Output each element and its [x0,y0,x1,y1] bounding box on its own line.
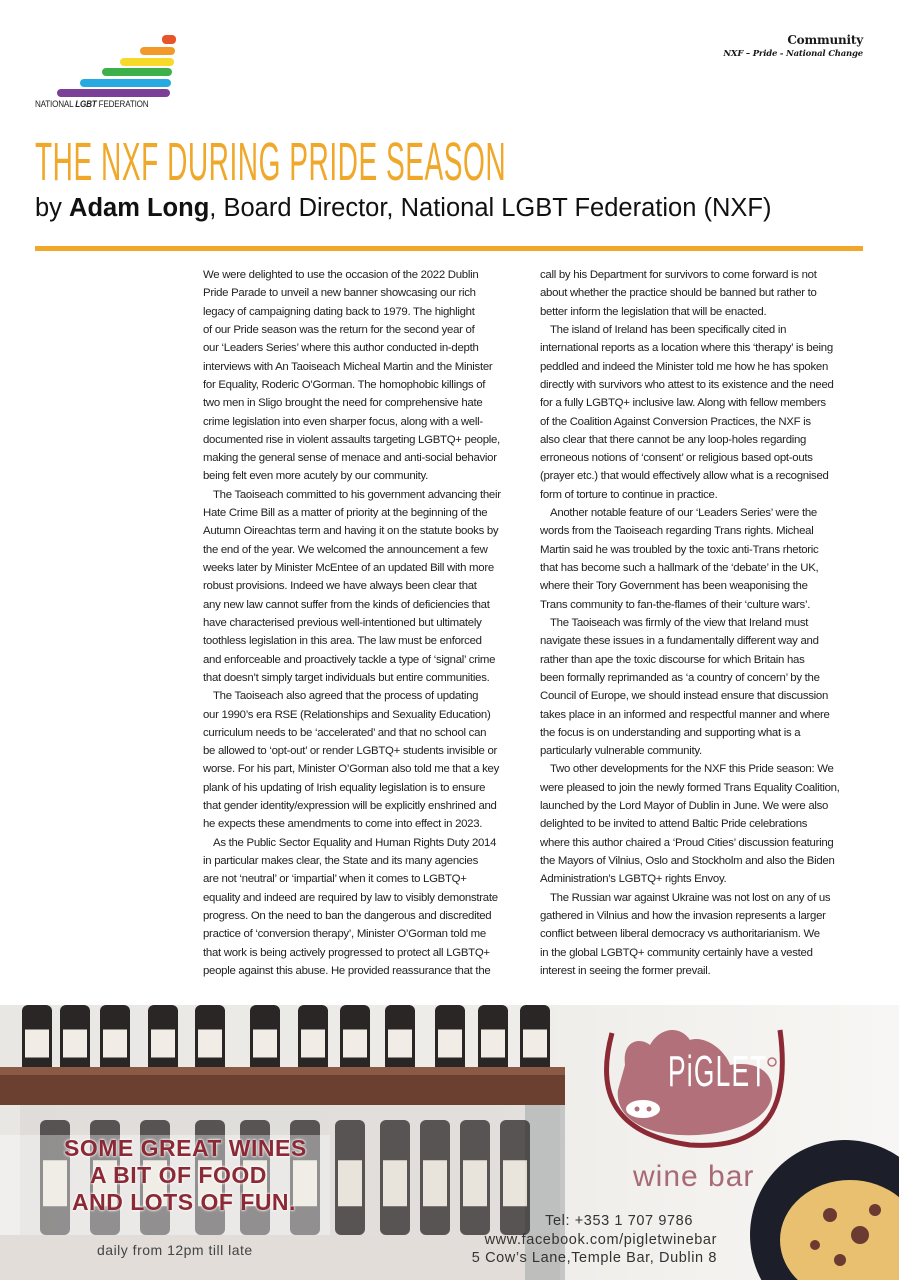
phone-number: Tel: +353 1 707 9786 [545,1213,693,1229]
paragraph-line: he expects these amendments to come into effect in 2023. [203,818,483,831]
opening-hours: daily from 12pm till late [97,1242,253,1258]
paragraph-line: of our Pride season was the return for the second year of [203,323,475,336]
piglet-advertisement [0,1005,899,1280]
bottle-label [343,1030,367,1058]
paragraph-line: Administration’s LGBTQ+ rights Envoy. [540,873,727,886]
paragraph-line: documented rise in violent assaults targeting LGBTQ+ people, [203,433,500,446]
bottle-label [463,1160,487,1206]
logo-bar-orange [140,47,175,55]
piglet-brand: PiGLET [668,1047,768,1096]
nxf-logo [0,0,180,112]
pig-tail [768,1058,776,1066]
article-column-right [540,266,870,980]
paragraph-line: where this author chaired a ‘Proud Cities’ discussion featuring [540,836,834,849]
logo-bar-red [162,35,176,44]
paragraph-line: also clear that there cannot be any loop-holes regarding [540,433,807,446]
paragraph-line: progress. On the need to ban the dangerous and discredited [203,909,492,922]
paragraph-line: peddled and indeed the Minister told me how he has spoken [540,360,828,373]
logo-wordmark: NATIONAL LGBT FEDERATION [35,99,149,109]
paragraph-line: Two other developments for the NXF this Pride season: We [550,763,834,776]
paragraph-line: that gender identity/expression will be explicitly enshrined and [203,800,497,813]
logo-bar-blue [80,79,171,87]
paragraph-line: The Taoiseach committed to his government advancing their [213,488,501,501]
paragraph-line: The island of Ireland has been specifically cited in [550,323,787,336]
address: 5 Cow’s Lane,Temple Bar, Dublin 8 [471,1250,717,1266]
paragraph-line: people against this abuse. He provided reassurance that the [203,964,491,977]
paragraph-line: Another notable feature of our ‘Leaders Series’ were the [550,507,817,520]
section-label: Community [787,33,863,47]
paragraph-line: that work is being actively progressed to protect all LGBTQ+ [203,946,490,959]
paragraph-line: been formally reprimanded as ‘a country of concern’ by the [540,671,820,684]
paragraph-line: any new law cannot suffer from the kinds of deficiencies that [203,598,490,611]
bottle-label [338,1160,362,1206]
paragraph-line: rather than ape the toxic discourse for which Britain has [540,653,805,666]
paragraph-line: curriculum needs to be ‘accelerated’ and that no school can [203,726,487,739]
paragraph-line: that doesn’t simply target individuals but entire communities. [203,671,490,684]
paragraph-line: equality and indeed are required by law to visibly demonstrate [203,891,498,904]
bottle-label [253,1030,277,1058]
paragraph-line: our ‘Leaders Series’ where this author conducted in-depth [203,342,479,355]
slogan-line-3: AND LOTS OF FUN. [72,1189,296,1215]
slogan-line-2: A BIT OF FOOD [90,1162,267,1188]
paragraph-line: the end of the year. We welcomed the announcement a few [203,543,488,556]
paragraph-line: particularly vulnerable community. [540,745,702,758]
paragraph-line: making the general sense of menace and anti-social behavior [203,452,497,465]
bottle-label [63,1030,87,1058]
paragraph-line: directly with survivors who attest to its existence and the need [540,378,834,391]
paragraph-line: plank of his updating of Irish equality legislation is to ensure [203,781,486,794]
bottle-label [151,1030,175,1058]
paragraph-line: international reports as a location where this ‘therapy’ is being [540,342,833,355]
paragraph-line: interviews with An Taoiseach Micheal Martin and the Minister [203,360,493,373]
bottle-label [503,1160,527,1206]
paragraph-line: delighted to be invited to attend Baltic Pride celebrations [540,818,808,831]
paragraph-line: crime legislation into even sharper focus, along with a well- [203,415,483,428]
bottle-label [198,1030,222,1058]
paragraph-line: worse. For his part, Minister O’Gorman also told me that a key [203,763,499,776]
paragraph-line: and enforceable and proactively tackle a type of ‘signal’ crime [203,653,496,666]
section-header [723,33,863,59]
wine-bar-label: wine bar [633,1160,755,1193]
byline-suffix: , Board Director, National LGBT Federation (NXF) [209,194,772,222]
bottle-label [25,1030,49,1058]
paragraph-line: erroneous notions of ‘consent’ or religious based opt-outs [540,452,813,465]
paragraph-line: practice of ‘conversion therapy’, Minister O’Gorman told me [203,928,486,941]
paragraph-line: were pleased to join the newly formed Trans Equality Coalition, [540,781,840,794]
article-column-left [203,266,533,980]
logo-bar-purple [57,89,170,97]
top-bottles [22,1005,550,1075]
paragraph-line: gathered in Vilnius and how the invasion represents a larger [540,909,826,922]
paragraph-line: As the Public Sector Equality and Human Rights Duty 2014 [213,836,497,849]
paragraph-line: where their Tory Government has been weaponising the [540,580,808,593]
paragraph-line: conflict between liberal democracy vs authoritarianism. We [540,928,820,941]
paragraph-line: be allowed to ‘opt-out’ or render LGBTQ+ students invisible or [203,745,498,758]
logo-bar-yellow [120,58,174,66]
paragraph-line: We were delighted to use the occasion of the 2022 Dublin [203,269,479,281]
paragraph-line: in particular makes clear, the State and its many agencies [203,855,479,867]
paragraph-line: for Equality, Roderic O’Gorman. The homophobic killings of [203,378,486,391]
paragraph-line: Martin said he was troubled by the toxic anti-Trans rhetoric [540,543,819,556]
bottle-label [383,1160,407,1206]
paragraph-line: have characterised previous well-intentioned but ultimately [203,616,482,629]
bottle-label [438,1030,462,1058]
paragraph-line: Pride Parade to unveil a new banner showcasing our rich [203,287,476,300]
bottle-label [103,1030,127,1058]
paragraph-line: words from the Taoiseach regarding Trans rights. Micheal [540,525,814,538]
paragraph-line: about whether the practice should be banned but rather to [540,287,817,300]
paragraph-line: the Mayors of Vilnius, Oslo and Stockholm and also the Biden [540,855,835,867]
slogan-line-1: SOME GREAT WINES [64,1135,307,1161]
bottle-label [523,1030,547,1058]
byline [35,194,771,223]
paragraph-line: call by his Department for survivors to come forward is not [540,269,817,281]
paragraph-line: launched by the Lord Mayor of Dublin in June. We were also [540,800,829,813]
paragraph-line: toothless legislation in this area. The law must be enforced [203,635,482,648]
bottle-label [301,1030,325,1058]
paragraph-line: being felt even more acutely by our community. [203,470,428,483]
bottle-label [388,1030,412,1058]
bottle-label [481,1030,505,1058]
paragraph-line: interest in seeing the former prevail. [540,964,711,977]
paragraph-line: better inform the legislation that will be enacted. [540,305,767,318]
title-divider [35,246,863,251]
paragraph-line: our 1990’s era RSE (Relationships and Sexuality Education) [203,708,491,721]
pig-snout [626,1100,660,1118]
section-subtitle: NXF – Pride - National Change [723,49,863,59]
paragraph-line: Council of Europe, we should instead ensure that discussion [540,690,829,703]
facebook-link[interactable]: www.facebook.com/pigletwinebar [484,1232,717,1248]
paragraph-line: the focus is on understanding and supporting what is a [540,726,801,739]
paragraph-line: form of torture to continue in practice. [540,488,718,501]
paragraph-line: takes place in an informed and respectful manner and where [540,708,830,721]
paragraph-line: of the Coalition Against Conversion Practices, the NXF is [540,415,811,428]
paragraph-line: that has become such a hallmark of the ‘debate’ in the UK, [540,562,819,574]
byline-prefix: by [35,194,70,222]
paragraph-line: in the global LGBTQ+ community certainly have a vested [540,946,813,959]
logo-bar-green [102,68,172,76]
paragraph-line: for a fully LGBTQ+ inclusive law. Along with fellow members [540,397,826,410]
paragraph-line: The Taoiseach was firmly of the view that Ireland must [550,616,809,629]
paragraph-line: robust provisions. Indeed we have always been clear that [203,580,477,593]
paragraph-line: Autumn Oireachtas term and having it on the statute books by [203,525,499,538]
paragraph-line: Trans community to fan-the-flames of their ‘culture wars’. [540,598,811,611]
paragraph-line: legacy of campaigning dating back to 1979. The highlight [203,305,475,318]
paragraph-line: The Taoiseach also agreed that the process of updating [213,690,479,703]
paragraph-line: Hate Crime Bill as a matter of priority at the beginning of the [203,507,488,520]
paragraph-line: weeks later by Minister McEntee of an updated Bill with more [203,562,494,574]
bottle-label [423,1160,447,1206]
paragraph-line: two men in Sligo brought the need for comprehensive hate [203,397,483,410]
paragraph-line: (prayer etc.) that would effectively allow what is a recognised [540,470,829,483]
author-name: Adam Long [69,194,210,222]
paragraph-line: The Russian war against Ukraine was not lost on any of us [550,891,831,904]
paragraph-line: are not ‘neutral’ or ‘impartial’ when it comes to LGBTQ+ [203,873,467,886]
paragraph-line: navigate these issues in a fundamentally different way and [540,635,819,648]
article-title: THE NXF DURING PRIDE SEASON [35,132,507,192]
